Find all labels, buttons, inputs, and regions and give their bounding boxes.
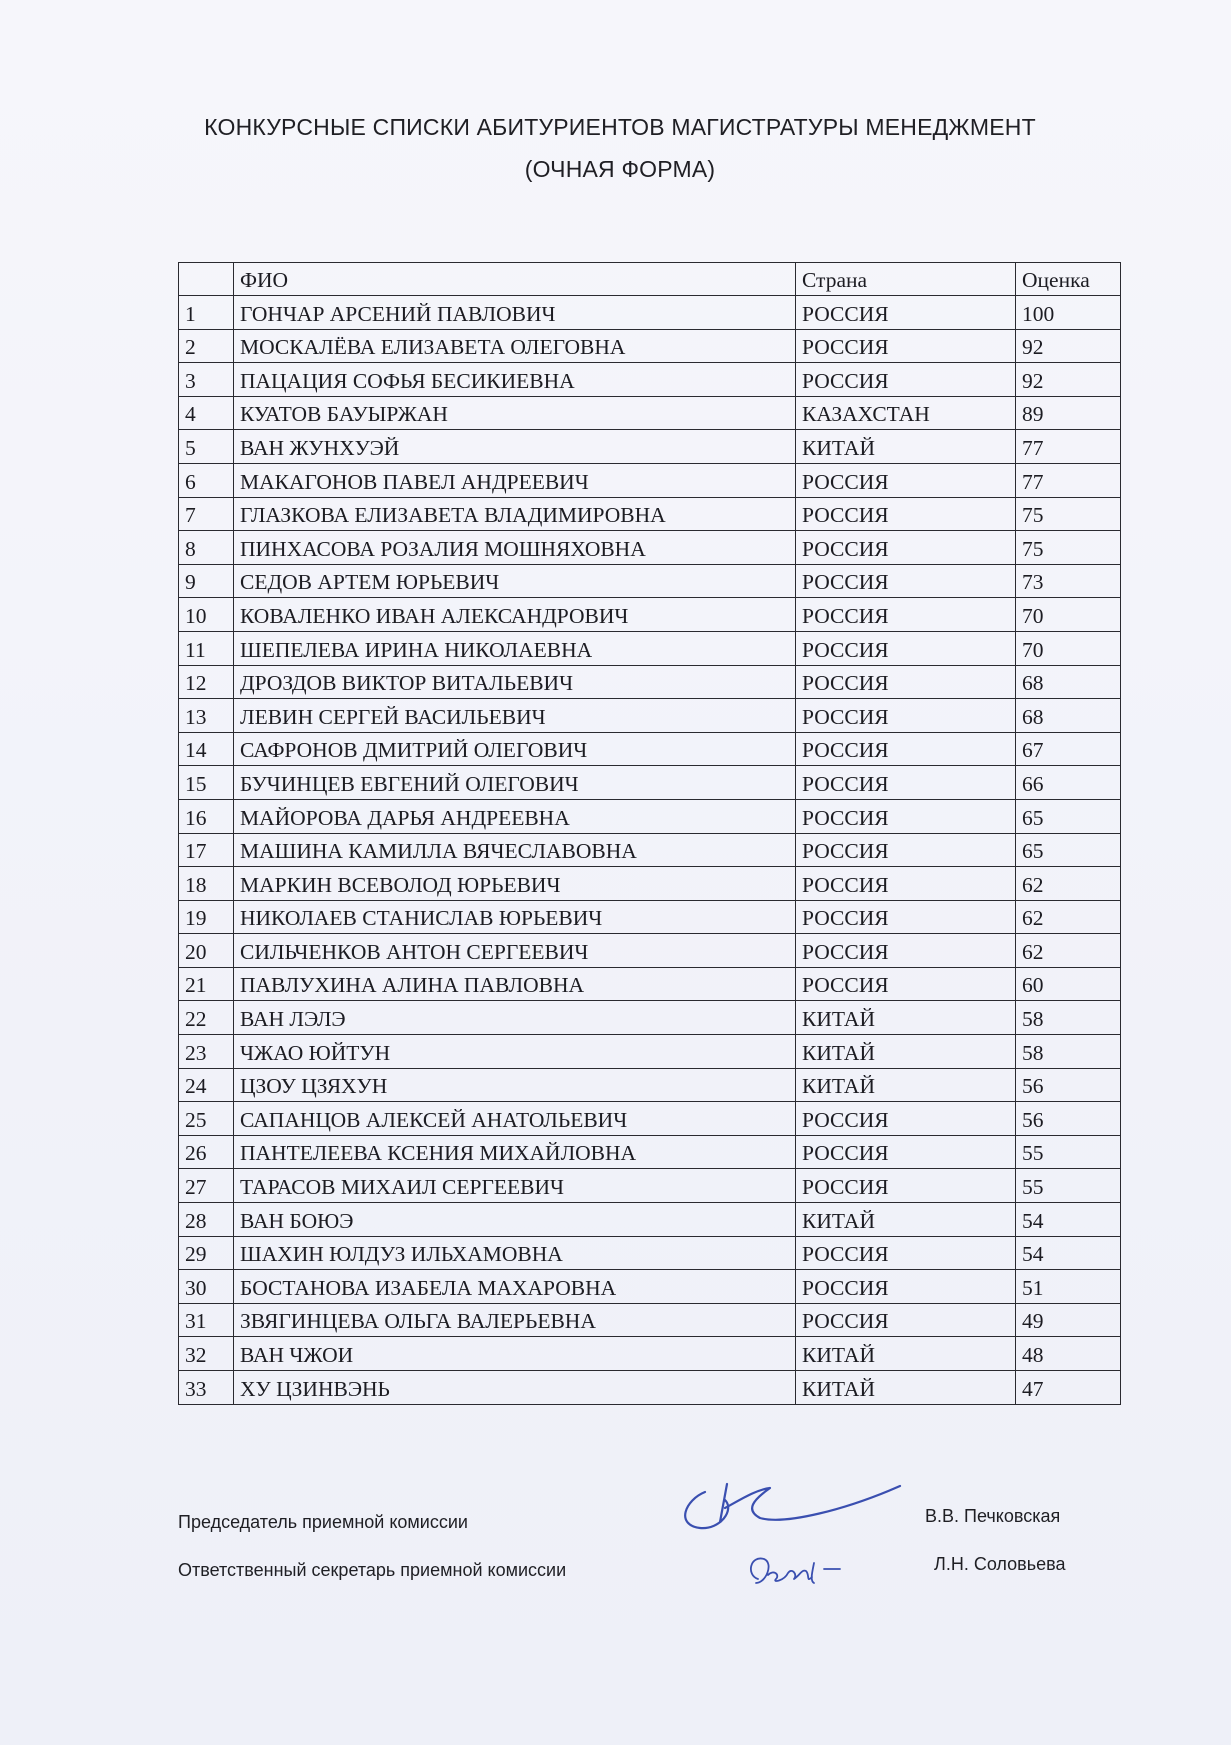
cell-num: 8 — [179, 531, 234, 565]
cell-score: 77 — [1016, 430, 1121, 464]
cell-score: 92 — [1016, 329, 1121, 363]
cell-num: 19 — [179, 900, 234, 934]
cell-score: 49 — [1016, 1303, 1121, 1337]
cell-num: 12 — [179, 665, 234, 699]
cell-num: 21 — [179, 967, 234, 1001]
cell-name: СИЛЬЧЕНКОВ АНТОН СЕРГЕЕВИЧ — [234, 934, 796, 968]
cell-num: 14 — [179, 732, 234, 766]
cell-name: ЦЗОУ ЦЗЯХУН — [234, 1068, 796, 1102]
cell-country: КИТАЙ — [796, 1001, 1016, 1035]
secretary-name: Л.Н. Соловьева — [934, 1554, 1066, 1574]
cell-name: ПАЦАЦИЯ СОФЬЯ БЕСИКИЕВНА — [234, 363, 796, 397]
page-subtitle: (ОЧНАЯ ФОРМА) — [524, 156, 716, 182]
table-row — [179, 967, 1121, 1001]
cell-num: 33 — [179, 1371, 234, 1405]
cell-name: МАРКИН ВСЕВОЛОД ЮРЬЕВИЧ — [234, 867, 796, 901]
cell-name: ДРОЗДОВ ВИКТОР ВИТАЛЬЕВИЧ — [234, 665, 796, 699]
cell-num: 17 — [179, 833, 234, 867]
header-score: Оценка — [1016, 263, 1121, 296]
cell-name: ВАН БОЮЭ — [234, 1203, 796, 1237]
cell-score: 75 — [1016, 497, 1121, 531]
cell-name: САПАНЦОВ АЛЕКСЕЙ АНАТОЛЬЕВИЧ — [234, 1102, 796, 1136]
cell-country: КИТАЙ — [796, 1203, 1016, 1237]
cell-name: ЗВЯГИНЦЕВА ОЛЬГА ВАЛЕРЬЕВНА — [234, 1303, 796, 1337]
table-row — [179, 1169, 1121, 1203]
table-row — [179, 396, 1121, 430]
cell-num: 29 — [179, 1236, 234, 1270]
cell-country: РОССИЯ — [796, 799, 1016, 833]
table-row — [179, 1270, 1121, 1304]
cell-score: 65 — [1016, 799, 1121, 833]
cell-score: 54 — [1016, 1236, 1121, 1270]
cell-score: 70 — [1016, 598, 1121, 632]
cell-country: КИТАЙ — [796, 430, 1016, 464]
cell-country: РОССИЯ — [796, 732, 1016, 766]
cell-name: ПАВЛУХИНА АЛИНА ПАВЛОВНА — [234, 967, 796, 1001]
cell-num: 18 — [179, 867, 234, 901]
cell-country: РОССИЯ — [796, 1102, 1016, 1136]
table-row — [179, 329, 1121, 363]
table-row — [179, 363, 1121, 397]
cell-name: МАКАГОНОВ ПАВЕЛ АНДРЕЕВИЧ — [234, 463, 796, 497]
table-row — [179, 1035, 1121, 1069]
cell-country: КАЗАХСТАН — [796, 396, 1016, 430]
cell-num: 25 — [179, 1102, 234, 1136]
cell-num: 32 — [179, 1337, 234, 1371]
cell-num: 28 — [179, 1203, 234, 1237]
cell-score: 48 — [1016, 1337, 1121, 1371]
cell-num: 4 — [179, 396, 234, 430]
table-row — [179, 900, 1121, 934]
cell-country: РОССИЯ — [796, 1236, 1016, 1270]
cell-country: РОССИЯ — [796, 867, 1016, 901]
table-row — [179, 1371, 1121, 1405]
cell-name: ХУ ЦЗИНВЭНЬ — [234, 1371, 796, 1405]
cell-score: 65 — [1016, 833, 1121, 867]
cell-num: 24 — [179, 1068, 234, 1102]
cell-country: РОССИЯ — [796, 363, 1016, 397]
cell-country: РОССИЯ — [796, 531, 1016, 565]
cell-name: ВАН ЛЭЛЭ — [234, 1001, 796, 1035]
cell-name: ШАХИН ЮЛДУЗ ИЛЬХАМОВНА — [234, 1236, 796, 1270]
cell-score: 70 — [1016, 631, 1121, 665]
table-row — [179, 665, 1121, 699]
cell-name: ЧЖАО ЮЙТУН — [234, 1035, 796, 1069]
cell-country: КИТАЙ — [796, 1068, 1016, 1102]
table-row — [179, 1102, 1121, 1136]
cell-country: РОССИЯ — [796, 1169, 1016, 1203]
cell-score: 73 — [1016, 564, 1121, 598]
cell-country: РОССИЯ — [796, 631, 1016, 665]
table-row — [179, 1337, 1121, 1371]
cell-num: 13 — [179, 699, 234, 733]
cell-country: РОССИЯ — [796, 833, 1016, 867]
cell-name: ШЕПЕЛЕВА ИРИНА НИКОЛАЕВНА — [234, 631, 796, 665]
cell-score: 55 — [1016, 1169, 1121, 1203]
table-row — [179, 631, 1121, 665]
cell-score: 51 — [1016, 1270, 1121, 1304]
cell-num: 11 — [179, 631, 234, 665]
cell-score: 55 — [1016, 1135, 1121, 1169]
header-name: ФИО — [234, 263, 796, 296]
table-row — [179, 934, 1121, 968]
cell-name: ЛЕВИН СЕРГЕЙ ВАСИЛЬЕВИЧ — [234, 699, 796, 733]
chair-name: В.В. Печковская — [925, 1506, 1061, 1526]
cell-name: ТАРАСОВ МИХАИЛ СЕРГЕЕВИЧ — [234, 1169, 796, 1203]
cell-country: РОССИЯ — [796, 1303, 1016, 1337]
cell-score: 66 — [1016, 766, 1121, 800]
cell-score: 68 — [1016, 665, 1121, 699]
table-row — [179, 1203, 1121, 1237]
table-row — [179, 699, 1121, 733]
cell-name: ПАНТЕЛЕЕВА КСЕНИЯ МИХАЙЛОВНА — [234, 1135, 796, 1169]
table-row — [179, 766, 1121, 800]
cell-score: 47 — [1016, 1371, 1121, 1405]
secretary-signature — [740, 1545, 860, 1595]
table-row — [179, 564, 1121, 598]
cell-num: 16 — [179, 799, 234, 833]
cell-name: ПИНХАСОВА РОЗАЛИЯ МОШНЯХОВНА — [234, 531, 796, 565]
table-row — [179, 598, 1121, 632]
cell-num: 26 — [179, 1135, 234, 1169]
table-row — [179, 1001, 1121, 1035]
table-row — [179, 833, 1121, 867]
table-row — [179, 463, 1121, 497]
cell-name: ВАН ЧЖОИ — [234, 1337, 796, 1371]
table-row — [179, 430, 1121, 464]
header-country: Страна — [796, 263, 1016, 296]
cell-num: 5 — [179, 430, 234, 464]
table-row — [179, 497, 1121, 531]
cell-score: 62 — [1016, 867, 1121, 901]
cell-name: НИКОЛАЕВ СТАНИСЛАВ ЮРЬЕВИЧ — [234, 900, 796, 934]
table-row — [179, 1135, 1121, 1169]
cell-name: БОСТАНОВА ИЗАБЕЛА МАХАРОВНА — [234, 1270, 796, 1304]
header-num — [179, 263, 234, 296]
cell-name: ГОНЧАР АРСЕНИЙ ПАВЛОВИЧ — [234, 296, 796, 330]
chair-signature — [665, 1470, 915, 1540]
cell-name: ГЛАЗКОВА ЕЛИЗАВЕТА ВЛАДИМИРОВНА — [234, 497, 796, 531]
table-row — [179, 296, 1121, 330]
cell-name: МАШИНА КАМИЛЛА ВЯЧЕСЛАВОВНА — [234, 833, 796, 867]
cell-country: РОССИЯ — [796, 564, 1016, 598]
table-row — [179, 1236, 1121, 1270]
cell-score: 67 — [1016, 732, 1121, 766]
cell-country: РОССИЯ — [796, 766, 1016, 800]
table-row — [179, 732, 1121, 766]
cell-name: КУАТОВ БАУЫРЖАН — [234, 396, 796, 430]
cell-score: 92 — [1016, 363, 1121, 397]
cell-score: 56 — [1016, 1068, 1121, 1102]
cell-score: 100 — [1016, 296, 1121, 330]
table-row — [179, 531, 1121, 565]
cell-score: 58 — [1016, 1035, 1121, 1069]
table-row — [179, 799, 1121, 833]
table-row — [179, 1303, 1121, 1337]
cell-num: 22 — [179, 1001, 234, 1035]
cell-score: 62 — [1016, 900, 1121, 934]
cell-num: 9 — [179, 564, 234, 598]
page-title: КОНКУРСНЫЕ СПИСКИ АБИТУРИЕНТОВ МАГИСТРАТУРЫ МЕНЕДЖМЕНТ — [204, 114, 1036, 140]
cell-country: РОССИЯ — [796, 598, 1016, 632]
cell-num: 20 — [179, 934, 234, 968]
cell-country: КИТАЙ — [796, 1371, 1016, 1405]
cell-country: РОССИЯ — [796, 497, 1016, 531]
cell-score: 56 — [1016, 1102, 1121, 1136]
cell-country: РОССИЯ — [796, 329, 1016, 363]
cell-num: 6 — [179, 463, 234, 497]
cell-country: КИТАЙ — [796, 1035, 1016, 1069]
cell-country: КИТАЙ — [796, 1337, 1016, 1371]
cell-country: РОССИЯ — [796, 1135, 1016, 1169]
cell-num: 30 — [179, 1270, 234, 1304]
cell-num: 7 — [179, 497, 234, 531]
cell-country: РОССИЯ — [796, 296, 1016, 330]
applicants-table — [178, 262, 1121, 1405]
cell-num: 31 — [179, 1303, 234, 1337]
table-header-row — [179, 263, 1121, 296]
cell-country: РОССИЯ — [796, 900, 1016, 934]
cell-score: 62 — [1016, 934, 1121, 968]
table-row — [179, 1068, 1121, 1102]
cell-country: РОССИЯ — [796, 665, 1016, 699]
table-row — [179, 867, 1121, 901]
cell-num: 10 — [179, 598, 234, 632]
cell-name: МОСКАЛЁВА ЕЛИЗАВЕТА ОЛЕГОВНА — [234, 329, 796, 363]
cell-score: 75 — [1016, 531, 1121, 565]
cell-score: 58 — [1016, 1001, 1121, 1035]
cell-score: 68 — [1016, 699, 1121, 733]
secretary-label: Ответственный секретарь приемной комиссии — [178, 1560, 567, 1580]
cell-num: 15 — [179, 766, 234, 800]
cell-num: 3 — [179, 363, 234, 397]
applicants-table-body — [179, 263, 1121, 1405]
cell-country: РОССИЯ — [796, 934, 1016, 968]
cell-num: 1 — [179, 296, 234, 330]
cell-name: КОВАЛЕНКО ИВАН АЛЕКСАНДРОВИЧ — [234, 598, 796, 632]
cell-score: 54 — [1016, 1203, 1121, 1237]
cell-score: 77 — [1016, 463, 1121, 497]
cell-num: 2 — [179, 329, 234, 363]
cell-name: МАЙОРОВА ДАРЬЯ АНДРЕЕВНА — [234, 799, 796, 833]
cell-country: РОССИЯ — [796, 463, 1016, 497]
cell-name: СЕДОВ АРТЕМ ЮРЬЕВИЧ — [234, 564, 796, 598]
cell-country: РОССИЯ — [796, 1270, 1016, 1304]
chair-label: Председатель приемной комиссии — [178, 1512, 468, 1532]
cell-name: САФРОНОВ ДМИТРИЙ ОЛЕГОВИЧ — [234, 732, 796, 766]
cell-score: 89 — [1016, 396, 1121, 430]
cell-name: ВАН ЖУНХУЭЙ — [234, 430, 796, 464]
cell-score: 60 — [1016, 967, 1121, 1001]
cell-num: 27 — [179, 1169, 234, 1203]
cell-country: РОССИЯ — [796, 967, 1016, 1001]
cell-num: 23 — [179, 1035, 234, 1069]
cell-name: БУЧИНЦЕВ ЕВГЕНИЙ ОЛЕГОВИЧ — [234, 766, 796, 800]
cell-country: РОССИЯ — [796, 699, 1016, 733]
